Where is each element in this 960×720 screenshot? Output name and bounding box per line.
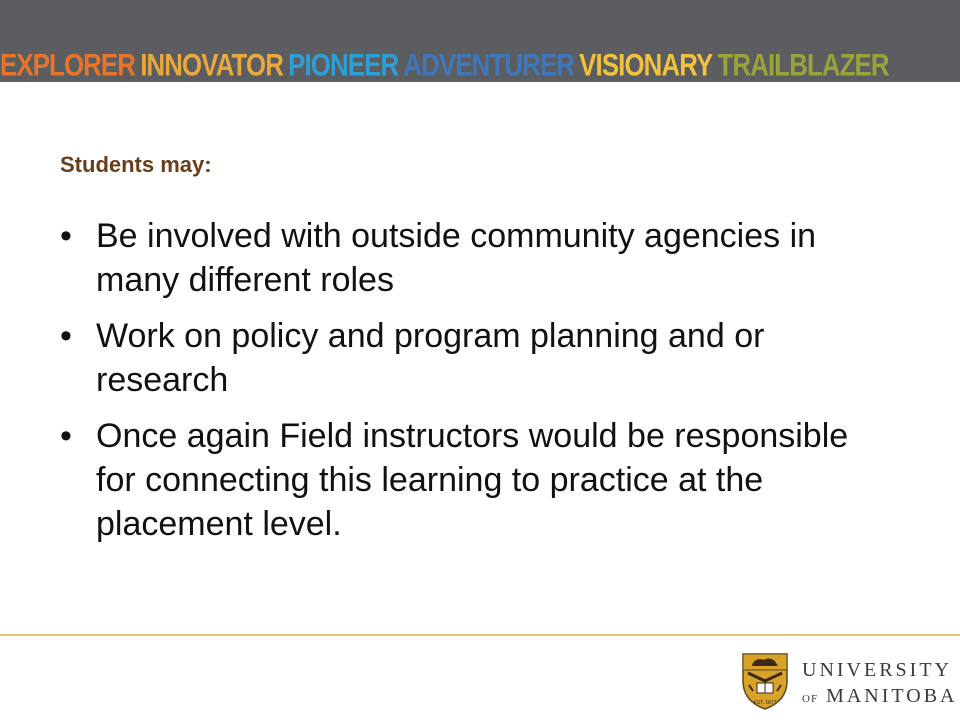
bullet-item: [60, 214, 860, 302]
crest-icon: [740, 651, 790, 711]
tagline-word: EXPLORER: [0, 48, 136, 84]
bullet-text: Be involved with outside community agencies in many different roles: [96, 217, 817, 299]
bullet-list: [60, 214, 860, 558]
bullet-item: [60, 414, 860, 546]
crest-year: EST. 1877: [753, 700, 777, 706]
bullet-text: Once again Field instructors would be responsible for connecting this learning to practice at the placement level.: [96, 417, 849, 543]
tagline-word: INNOVATOR: [140, 48, 283, 84]
logo-line2: MANITOBA: [826, 685, 958, 707]
tagline-word: VISIONARY: [579, 48, 713, 84]
logo-line1: UNIVERSITY: [802, 659, 952, 681]
logo-of: OF: [802, 693, 819, 705]
slide-subtitle: Students may:: [60, 152, 212, 177]
footer-rule: [0, 634, 960, 636]
tagline-word: ADVENTURER: [403, 48, 574, 84]
logo-line2-wrap: [802, 685, 957, 708]
tagline-word: TRAILBLAZER: [717, 48, 889, 84]
bullet-dot-icon: •: [60, 217, 72, 255]
tagline-banner: [0, 46, 894, 82]
bullet-item: [60, 314, 860, 402]
university-logo: [740, 651, 958, 711]
bullet-dot-icon: •: [60, 417, 72, 455]
bullet-text: Work on policy and program planning and or research: [96, 317, 765, 399]
bullet-dot-icon: •: [60, 317, 72, 355]
tagline-word: PIONEER: [288, 48, 399, 84]
